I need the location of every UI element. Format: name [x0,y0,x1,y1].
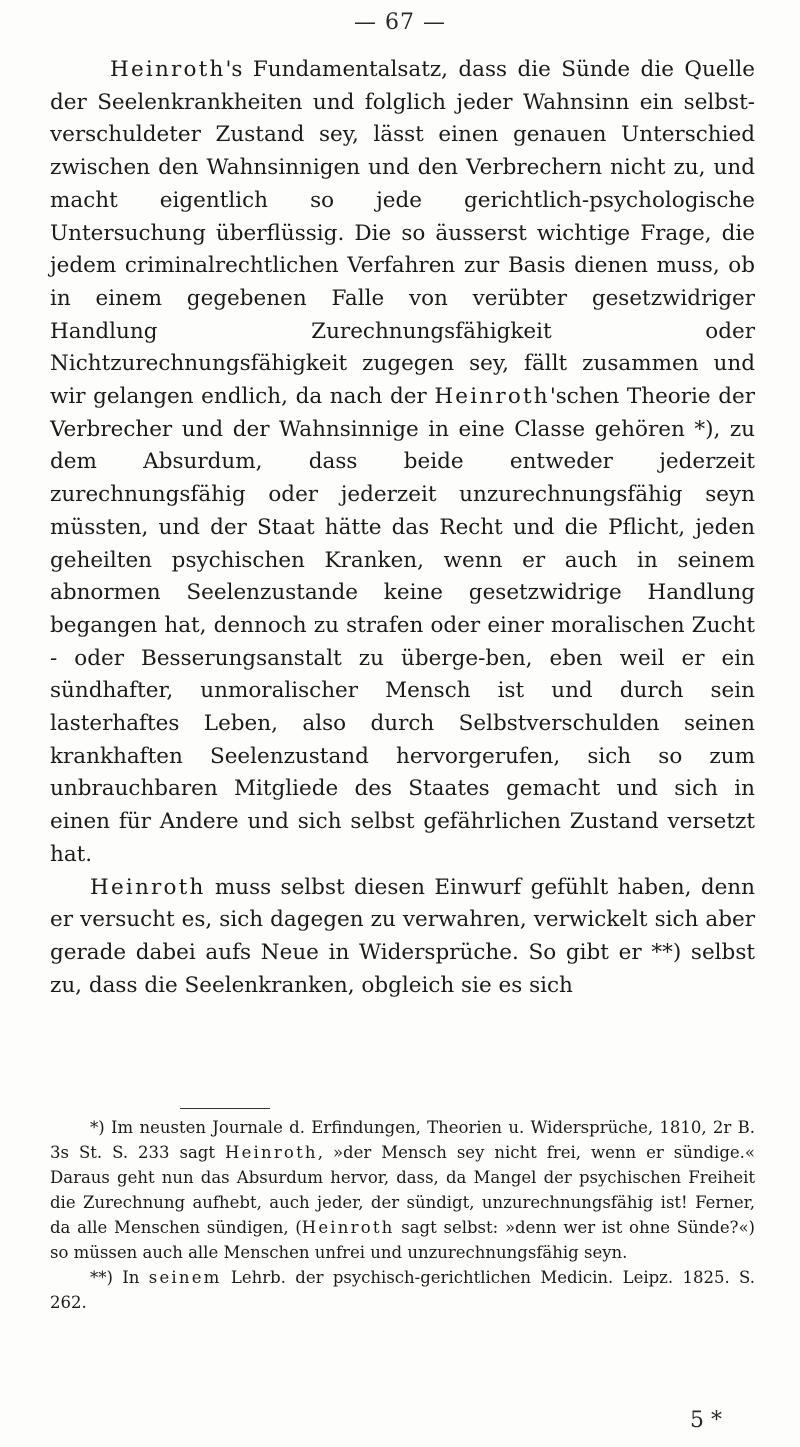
paragraph-1 [50,54,755,872]
footnote-divider [180,1108,270,1109]
author-name: Heinroth [224,1143,318,1162]
author-name: Heinroth [434,384,550,410]
signature-mark: 5 * [690,1408,722,1433]
footnotes [50,1115,755,1315]
paragraph-2-text: muss selbst diesen Einwurf gefühlt haben, denn er versucht es, sich dagegen zu verwahren, verwickelt sich aber gerade dabei aufs Neue in Widersprüche. So gibt er **) selbst zu, dass die Seelenkranken, obgleich sie es sich [50,874,755,998]
author-name: Heinroth [110,57,226,82]
footnote-2-emphasis: seinem [148,1268,222,1287]
footnote-1-text: *) Im neusten Journale d. Erfindungen, Theorien u. Widersprüche, 1810, 2r B. 3s St. S. 233 sagt [50,1118,755,1162]
author-name: Heinroth [90,874,206,900]
footnote-2 [50,1265,755,1315]
page-number: — 67 — [354,10,446,35]
footnote-1-text-cont: , »der Mensch sey nicht frei, wenn er sündige.« Daraus geht nun das Absurdum hervor, dass, da Mangel der psychischen Freiheit die Zurechnung aufhebt, auch jeder, der sündigt, unzurechnungsfähig ist! Ferner, da alle Menschen sündigen, ( [50,1143,755,1237]
main-text [50,54,755,1002]
paragraph-1-text-cont: 'schen Theorie der Verbrecher und der Wahnsinnige in eine Classe gehören *), zu dem Absurdum, dass beide entweder jederzeit zurechnungsfähig oder jederzeit unzurechnungsfähig seyn müssten, und der Staat hätte das Recht und die Pflicht, jeden geheilten psychischen Kranken, wenn er auch in seinem abnormen Seelenzustande keine gesetzwidrige Handlung begangen hat, dennoch zu strafen oder einer moralischen Zucht - oder Besserungsanstalt zu überge-ben, eben weil er ein sündhafter, unmoralischer Mensch ist und durch sein lasterhaftes Leben, also durch Selbstverschulden seinen krankhaften Seelenzustand hervorgerufen, sich so zum unbrauchbaren Mitgliede des Staates gemacht und sich in einen für Andere und sich selbst gefährlichen Zustand versetzt hat. [50,384,755,867]
author-name: Heinroth [301,1218,395,1237]
footnote-2-text: **) In [90,1268,149,1287]
footnote-1-text-end: sagt selbst: »denn wer ist ohne Sünde?«) so müssen auch alle Menschen unfrei und unzurechnungsfähig seyn. [50,1218,755,1262]
paragraph-2 [50,872,755,1003]
footnote-1 [50,1115,755,1265]
paragraph-1-text: 's Fundamentalsatz, dass die Sünde die Quelle der Seelenkrankheiten und folglich jeder Wahnsinn ein selbst-verschuldeter Zustand sey, lässt einen genauen Unterschied zwischen den Wahnsinnigen und den Verbrechern nicht zu, und macht eigentlich so jede gerichtlich-psychologische Untersuchung überflüssig. Die so äusserst wichtige Frage, die jedem criminalrechtlichen Verfahren zur Basis dienen muss, ob in einem gegebenen Falle von verübter gesetzwidriger Handlung Zurechnungsfähigkeit oder Nichtzurechnungsfähigkeit zugegen sey, fällt zusammen und wir gelangen endlich, da nach der [50,57,755,410]
footnote-2-text-cont: Lehrb. der psychisch-gerichtlichen Medicin. Leipz. 1825. S. 262. [50,1268,756,1312]
